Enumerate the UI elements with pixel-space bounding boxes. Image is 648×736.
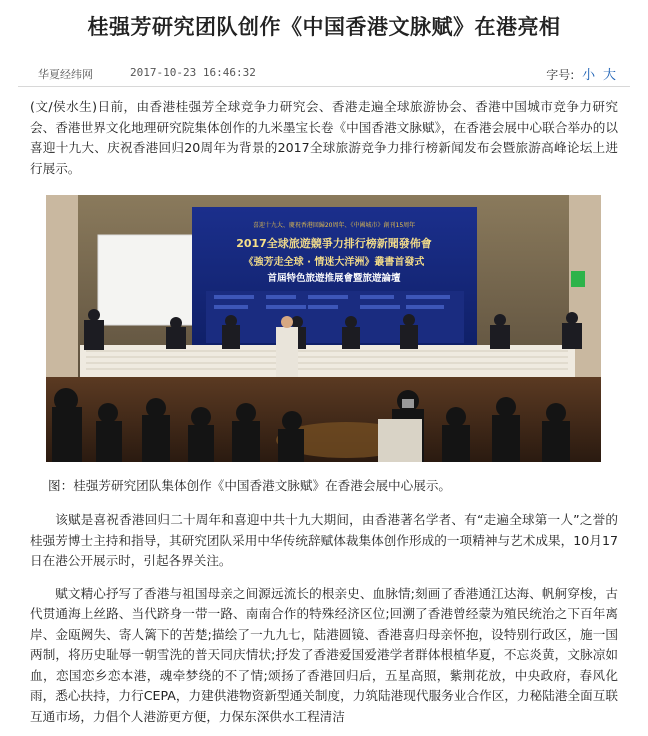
banner-line-2: 2017全球旅遊競爭力排行榜新聞發佈會 [236, 237, 432, 250]
publish-date: 2017-10-23 16:46:32 [130, 66, 256, 79]
article-paragraph-1: (文/侯水生)日前，由香港桂强芳全球竞争力研究会、香港走遍全球旅游协会、香港中国城市竞争力研究会、香港世界文化地理研究院集体创作的九米墨宝长卷《中国香港文脉赋》，在香港会展中心联合举办的以喜迎十九大、庆祝香港回归20周年为背景的2017全球旅游竞争力排行榜新闻发布会暨旅游高峰论坛上进行展示。 [30, 99, 618, 176]
banner-line-4: 首屆特色旅遊推展會暨旅遊論壇 [267, 273, 401, 284]
article-meta [18, 62, 630, 87]
font-size-large-link[interactable]: 大 [602, 68, 616, 83]
article-paragraph-2: 该赋是喜祝香港回归二十周年和喜迎中共十九大期间，由香港著名学者、有“走遍全球第一人”之誉的桂强芳博士主持和指导，其研究团队采用中华传统辞赋体裁集体创作形成的一项精神与艺术成果，10月17日在港公开展示时，引起各界关注。 [30, 512, 618, 568]
font-size-control [546, 64, 616, 83]
font-size-label: 字号: [546, 68, 575, 82]
event-photo [46, 195, 601, 462]
font-size-small-link[interactable]: 小 [582, 68, 596, 83]
banner-line-3: 《強芳走全球 · 情迷大洋洲》叢書首發式 [243, 257, 425, 268]
article-paragraph-3: 赋文精心抒写了香港与祖国母亲之间源远流长的根亲史、血脉情;刻画了香港通江达海、帆舸穿梭，古代贯通海上丝路、当代跻身一带一路、南南合作的特殊经济区位;回溯了香港曾经蒙为殖民统治之下百年离岸、金瓯阙失、寄人篱下的苦楚;描绘了一九九七，陆港圆镜、香港喜归母亲怀抱，设特别行政区，施一国两制，将历史耻辱一朝雪洗的普天同庆情状;抒发了香港爱国爱港学者群体根植华夏，不忘炎黄，文脉凉如血，恋国恋乡恋本港，魂牵梦绕的不了情;颂扬了香港回归后，五星高照，紫荆花放，中央政府，春风化雨，悉心扶持，力行CEPA，力建供港物资新型通关制度，力筑陆港现代服务业合作区，力秘陆港全面互联互通市场，力倡个人港游更方便，力保东深供水工程清洁 [30, 585, 618, 724]
article-title: 桂强芳研究团队创作《中国香港文脉赋》在港亮相 [87, 15, 561, 39]
source-label: 华夏经纬网 [38, 68, 93, 81]
photo-caption: 图：桂强芳研究团队集体创作《中国香港文脉赋》在香港会展中心展示。 [48, 478, 451, 493]
banner-line-1: 喜迎十九大、慶祝香港回歸20周年、《中國城市》創刊15周年 [252, 222, 416, 229]
